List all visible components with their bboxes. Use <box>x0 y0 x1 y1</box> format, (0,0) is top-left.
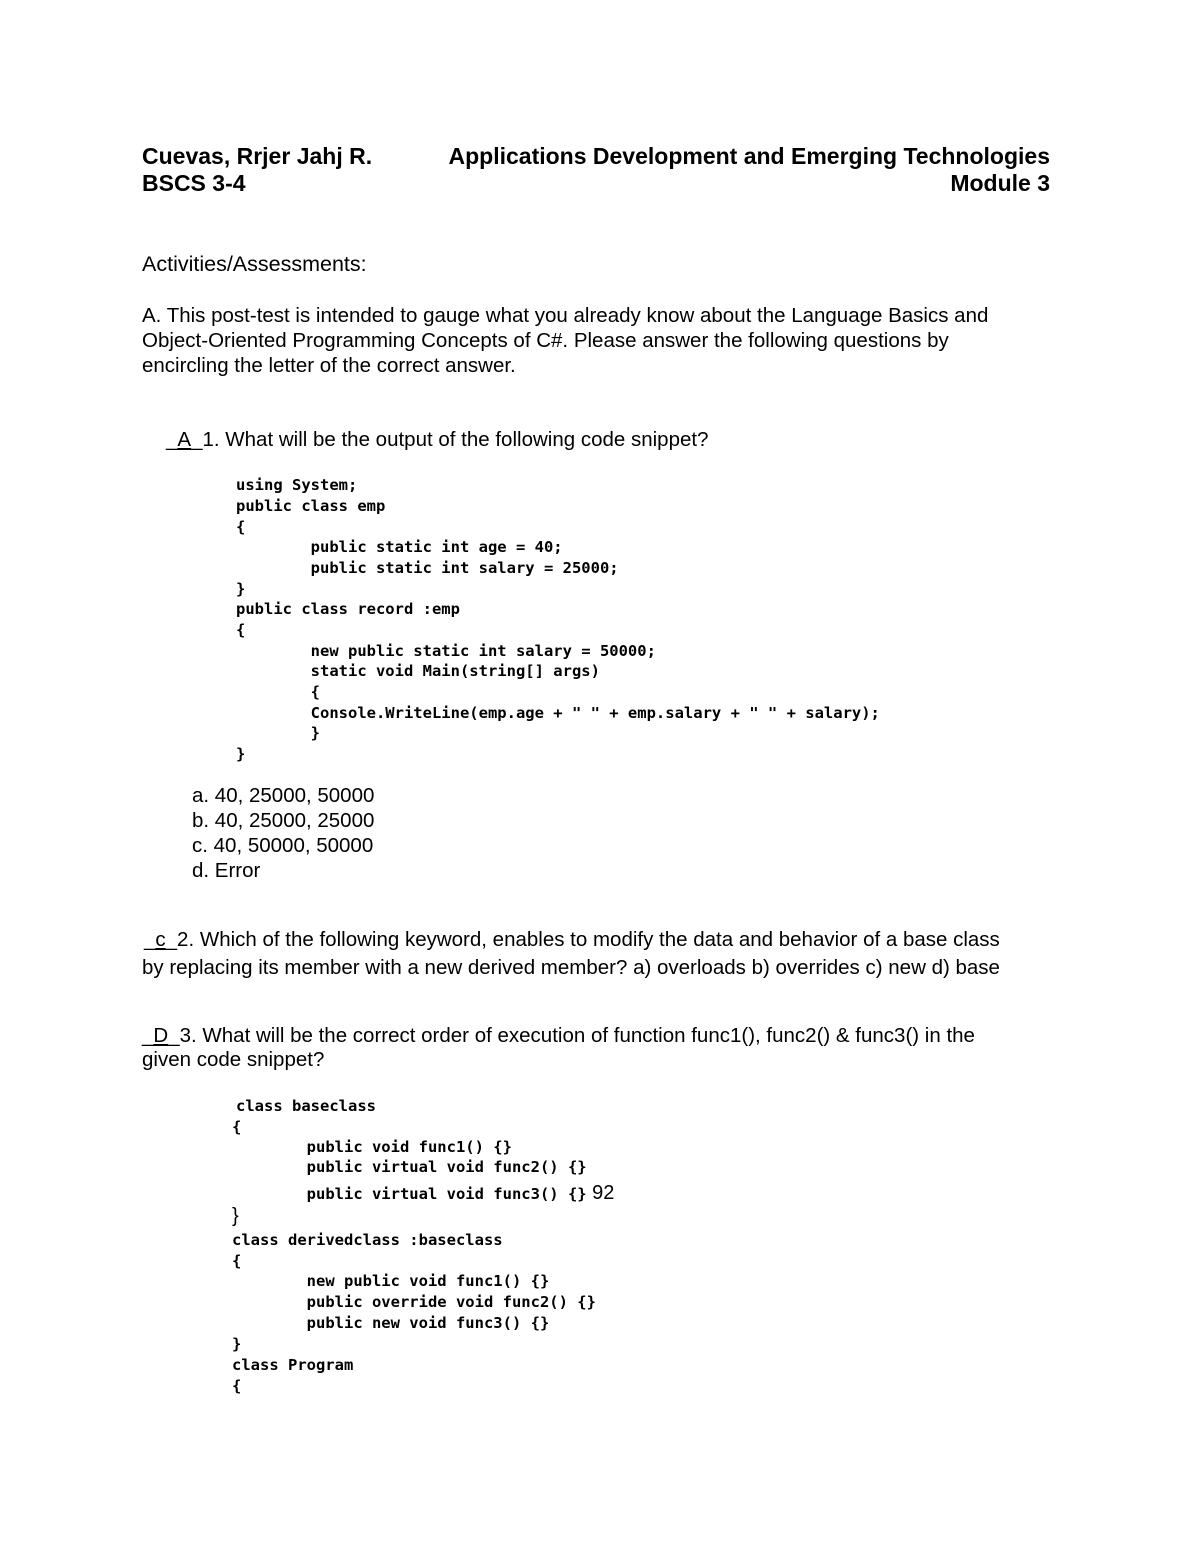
code-line: { <box>232 1118 242 1136</box>
code-line: { <box>236 621 246 639</box>
code-line: public static int age = 40; <box>236 538 563 556</box>
code-line: class Program <box>232 1356 354 1374</box>
code-line: class derivedclass :baseclass <box>232 1231 503 1249</box>
code-line: public class record :emp <box>236 600 460 618</box>
code-line: public virtual void func2() {} <box>232 1158 587 1176</box>
code-line <box>232 1183 614 1205</box>
q1-option-c: c. 40, 50000, 50000 <box>192 834 374 857</box>
q1-option-b: b. 40, 25000, 25000 <box>192 809 375 832</box>
code-line: } <box>232 1335 242 1353</box>
q1-text: _1. What will be the output of the following code snippet? <box>191 428 709 451</box>
code-line: using System; <box>236 476 358 494</box>
page-number-stray <box>587 1182 615 1204</box>
code-line: } <box>232 1205 239 1227</box>
question-2 <box>144 927 1000 952</box>
code-line: { <box>232 1252 242 1270</box>
course-title: Applications Development and Emerging Technologies <box>448 143 1050 169</box>
question-2-line-2: by replacing its member with a new derived member? a) overloads b) overrides c) new d) base <box>142 956 1000 979</box>
code-line: { <box>236 683 320 701</box>
code-text: public virtual void func3() {} <box>232 1185 587 1203</box>
code-line: static void Main(string[] args) <box>236 662 600 680</box>
code-line: new public static int salary = 50000; <box>236 642 656 660</box>
code-line: public static int salary = 25000; <box>236 559 619 577</box>
code-line: { <box>232 1377 242 1395</box>
q1-answer: A <box>177 428 192 451</box>
q2-blank-pre: _ <box>144 928 156 951</box>
code-line: public class emp <box>236 497 386 515</box>
student-name: Cuevas, Rrjer Jahj R. <box>142 143 373 169</box>
code-line: new public void func1() {} <box>232 1272 550 1290</box>
q1-option-a: a. 40, 25000, 50000 <box>192 784 375 807</box>
q2-answer: c <box>155 928 166 951</box>
code-line: class baseclass <box>236 1097 376 1115</box>
code-line: } <box>236 724 320 742</box>
q3-blank-pre: _ <box>142 1024 154 1047</box>
code-line: public new void func3() {} <box>232 1314 550 1332</box>
instructions-line-3: encircling the letter of the correct answer. <box>142 354 516 377</box>
activities-heading: Activities/Assessments: <box>142 252 367 276</box>
q2-text: _2. Which of the following keyword, enables to modify the data and behavior of a base class <box>165 928 1000 951</box>
q1-blank-pre: _ <box>166 428 178 451</box>
section-label: BSCS 3-4 <box>142 170 246 196</box>
question-3-line-2: given code snippet? <box>142 1048 325 1071</box>
code-line: { <box>236 518 246 536</box>
code-line: public void func1() {} <box>232 1138 512 1156</box>
question-1 <box>166 427 708 452</box>
code-line: public override void func2() {} <box>232 1293 596 1311</box>
stray-number: 92 <box>592 1182 615 1204</box>
question-3 <box>142 1023 975 1048</box>
code-line: Console.WriteLine(emp.age + " " + emp.salary + " " + salary); <box>236 704 880 722</box>
code-line: } <box>236 745 246 763</box>
q3-answer: D <box>153 1024 169 1047</box>
instructions-line-2: Object-Oriented Programming Concepts of C#. Please answer the following questions by <box>142 329 949 352</box>
instructions-line-1: A. This post-test is intended to gauge what you already know about the Language Basics and <box>142 304 989 327</box>
q3-text: _3. What will be the correct order of execution of function func1(), func2() & func3() in the <box>168 1024 975 1047</box>
q1-option-d: d. Error <box>192 859 261 882</box>
code-line: } <box>236 580 246 598</box>
module-label: Module 3 <box>950 170 1050 196</box>
